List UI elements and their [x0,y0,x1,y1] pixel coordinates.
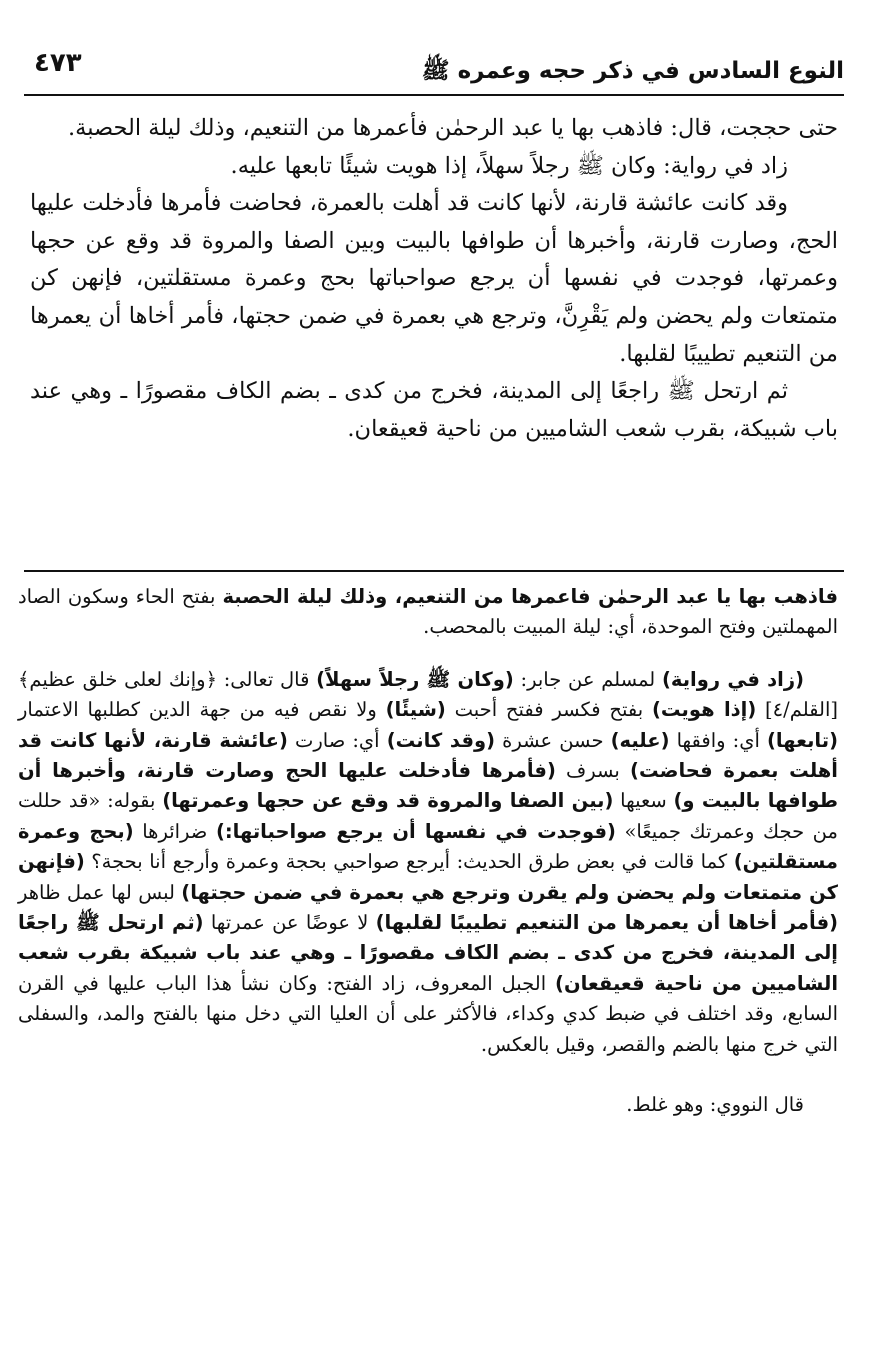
commentary-text-run: أي: وافقها [669,728,767,752]
commentary-paragraph [18,582,838,643]
quoted-phrase: (عائشة قارنة، لأنها كانت قد أهلت بعمرة فحاضت) [18,728,838,783]
header-rule [24,94,844,96]
main-paragraph: وقد كانت عائشة قارنة، لأنها كانت قد أهلت بالعمرة، فحاضت فأمرها فأدخلت عليها الحج، وصارت قارنة، وأخبرها أن طوافها بالبيت وبين الصفا والمروة قد وقع عن حجها وعمرتها، فوجدت في نفسها أن يرجع صواحباتها بحج وعمرة مستقلتين، فإنهن كن متمتعات ولم يحضن ولم يَقْرِنَّ، وترجع هي بعمرة في ضمن حجتها، فأمر أخاها أن يعمرها من التنعيم تطييبًا لقلبها. [30,190,838,367]
commentary-text-run: لا عوضًا عن عمرتها [203,911,376,935]
quoted-phrase: (فوجدت في نفسها أن يرجع صواحباتها:) [215,819,616,843]
main-text [30,110,838,448]
commentary-text-run: ولا نقص فيه من جهة الدين كطلبها الاعتمار [18,698,386,722]
quoted-phrase: (إذا هويت) [651,698,757,722]
quoted-phrase: (فأمرها فأدخلت عليها الحج وصارت قارنة، وأخبرها أن طوافها بالبيت و) [18,759,838,813]
commentary-separator-rule [24,570,844,572]
commentary-text-run: سعيها [613,789,674,813]
commentary-text [18,582,838,1121]
quoted-phrase: (فإنهن كن متمتعات ولم يحضن ولم يقرن وترجع هي بعمرة في ضمن حجتها) [18,850,838,904]
commentary-paragraph [18,665,838,1060]
quoted-phrase: (بين الصفا والمروة قد وقع عن حجها وعمرتها) [162,789,614,813]
quoted-phrase: (عليه) [610,728,670,752]
commentary-text-run: حسن عشرة [495,728,611,752]
page-number: ٤٧٣ [34,48,82,78]
commentary-text-run: ضرائرها [133,819,216,843]
quoted-phrase: فاذهب بها يا عبد الرحمٰن فاعمرها من التنعيم، وذلك ليلة الحصبة [222,585,838,608]
quoted-phrase: (وكان ﷺ رجلاً سهلاً) [316,667,514,691]
quoted-phrase: (فأمر أخاها أن يعمرها من التنعيم تطييبًا لقلبها) [375,911,839,935]
quoted-phrase: (شيئًا) [385,698,446,722]
quoted-phrase: (تابعها) [767,728,838,752]
quoted-phrase: (وقد كانت) [386,728,495,752]
commentary-text-run: بفتح الحاء وسكون الصاد المهملتين وفتح الموحدة، أي: ليلة المبيت بالمحصب. [18,585,838,639]
quoted-phrase: (زاد في رواية) [661,667,804,691]
main-paragraph: ثم ارتحل ﷺ راجعًا إلى المدينة، فخرج من كدى ـ بضم الكاف مقصورًا ـ وهي عند باب شبيكة، بقرب شعب الشاميين من ناحية قعيقعان. [30,378,838,442]
main-paragraph: زاد في رواية: وكان ﷺ رجلاً سهلاً، إذا هويت شيئًا تابعها عليه. [230,152,788,179]
quoted-phrase: (ثم ارتحل ﷺ راجعًا إلى المدينة، فخرج من كدى ـ بضم الكاف مقصورًا ـ وهي عند باب شبيكة بقرب شعب الشاميين من ناحية قعيقعان) [18,911,839,995]
main-paragraph: حتى حججت، قال: فاذهب بها يا عبد الرحمٰن فأعمرها من التنعيم، وذلك ليلة الحصبة. [68,115,838,141]
commentary-text-run: بسرف [555,759,631,783]
commentary-paragraph: قال النووي: وهو غلط. [626,1093,804,1117]
quoted-phrase: (بحج وعمرة مستقلتين) [18,819,838,874]
running-title: النوع السادس في ذكر حجه وعمره ﷺ [421,58,844,84]
commentary-text-run: بفتح فكسر ففتح أحبت [445,698,652,722]
commentary-text-run: الجبل المعروف، زاد الفتح: وكان نشأ هذا الباب عليها في القرن السابع، وقد اختلف في ضبط كدي وكداء، فالأكثر على أن العليا التي دخل منها بالفتح والمد، والسفلى التي خرج منها بالضم والقصر، وقيل بالعكس. [18,971,838,1056]
commentary-text-run: بقوله: «قد حللت من حجك وعمرتك جميعًا» [18,789,838,843]
page-header [24,48,844,92]
commentary-text-run: لبس لها عمل ظاهر [18,880,182,904]
commentary-text-run: كما قالت في بعض طرق الحديث: أيرجع صواحبي بحجة وعمرة وأرجع أنا بحجة؟ [84,850,734,874]
commentary-text-run: لمسلم عن جابر: [513,667,662,691]
commentary-text-run: أي: صارت [287,728,387,752]
commentary-text-run: قال تعالى: ﴿وإنك لعلى خلق عظيم﴾ [القلم/٤] [18,667,838,722]
